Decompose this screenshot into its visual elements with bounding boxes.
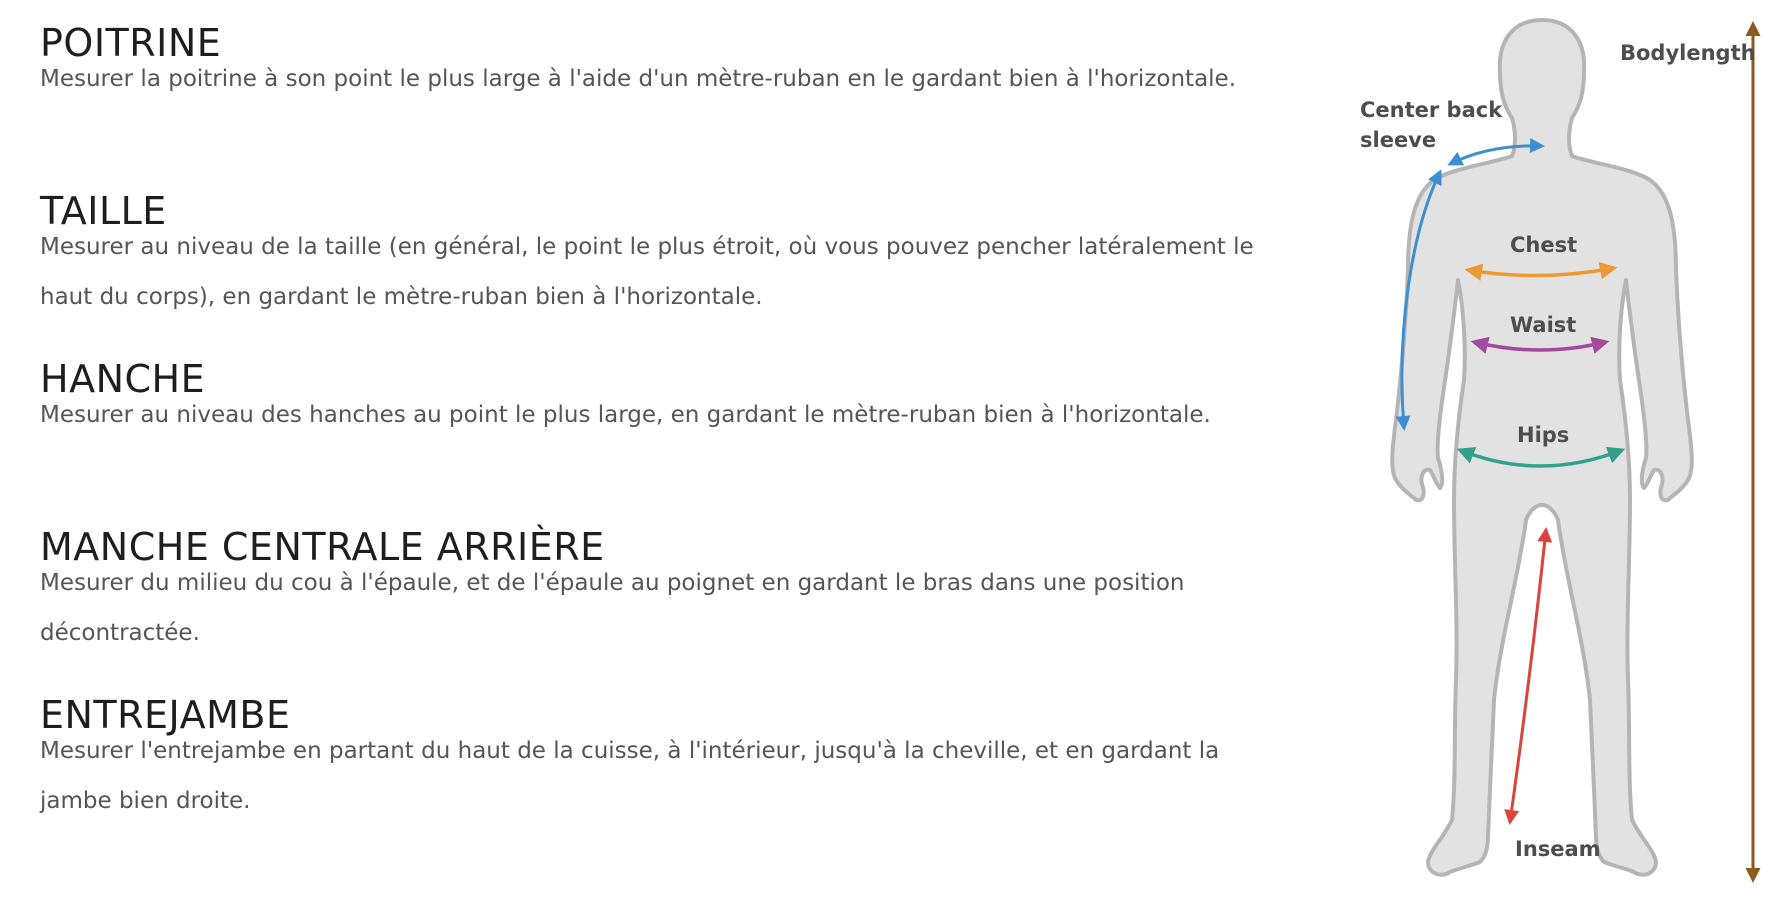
section-description: Mesurer l'entrejambe en partant du haut de la cuisse, à l'intérieur, jusqu'à la cheville, et en gardant la jambe bien droite. — [40, 738, 1220, 814]
body-measurement-figure — [1330, 0, 1776, 912]
section-title: TAILLE — [40, 189, 167, 233]
inseam-label: Inseam — [1515, 837, 1601, 861]
center-back-sleeve-label-line1: Center back — [1360, 98, 1503, 122]
section-description: Mesurer du milieu du cou à l'épaule, et de l'épaule au poignet en gardant le bras dans une position décontractée. — [40, 570, 1185, 646]
section-waist — [40, 190, 1290, 358]
section-title: MANCHE CENTRALE ARRIÈRE — [40, 525, 605, 569]
section-title: ENTREJAMBE — [40, 693, 291, 737]
center-back-sleeve-label-line2: sleeve — [1360, 128, 1437, 152]
measurement-instructions — [40, 22, 1290, 862]
hips-label: Hips — [1517, 423, 1570, 447]
section-title: HANCHE — [40, 357, 206, 401]
section-title: POITRINE — [40, 21, 222, 65]
section-description: Mesurer la poitrine à son point le plus large à l'aide d'un mètre-ruban en le gardant bien à l'horizontale. — [40, 66, 1237, 92]
bodylength-label: Bodylength — [1620, 41, 1756, 65]
section-description: Mesurer au niveau de la taille (en général, le point le plus étroit, où vous pouvez pencher latéralement le haut du corps), en gardant le mètre-ruban bien à l'horizontale. — [40, 234, 1254, 310]
chest-label: Chest — [1510, 233, 1578, 257]
section-description: Mesurer au niveau des hanches au point le plus large, en gardant le mètre-ruban bien à l'horizontale. — [40, 402, 1211, 428]
section-chest — [40, 22, 1290, 190]
section-center-back-sleeve — [40, 526, 1290, 694]
section-hips — [40, 358, 1290, 526]
section-inseam — [40, 694, 1290, 862]
waist-label: Waist — [1510, 313, 1577, 337]
